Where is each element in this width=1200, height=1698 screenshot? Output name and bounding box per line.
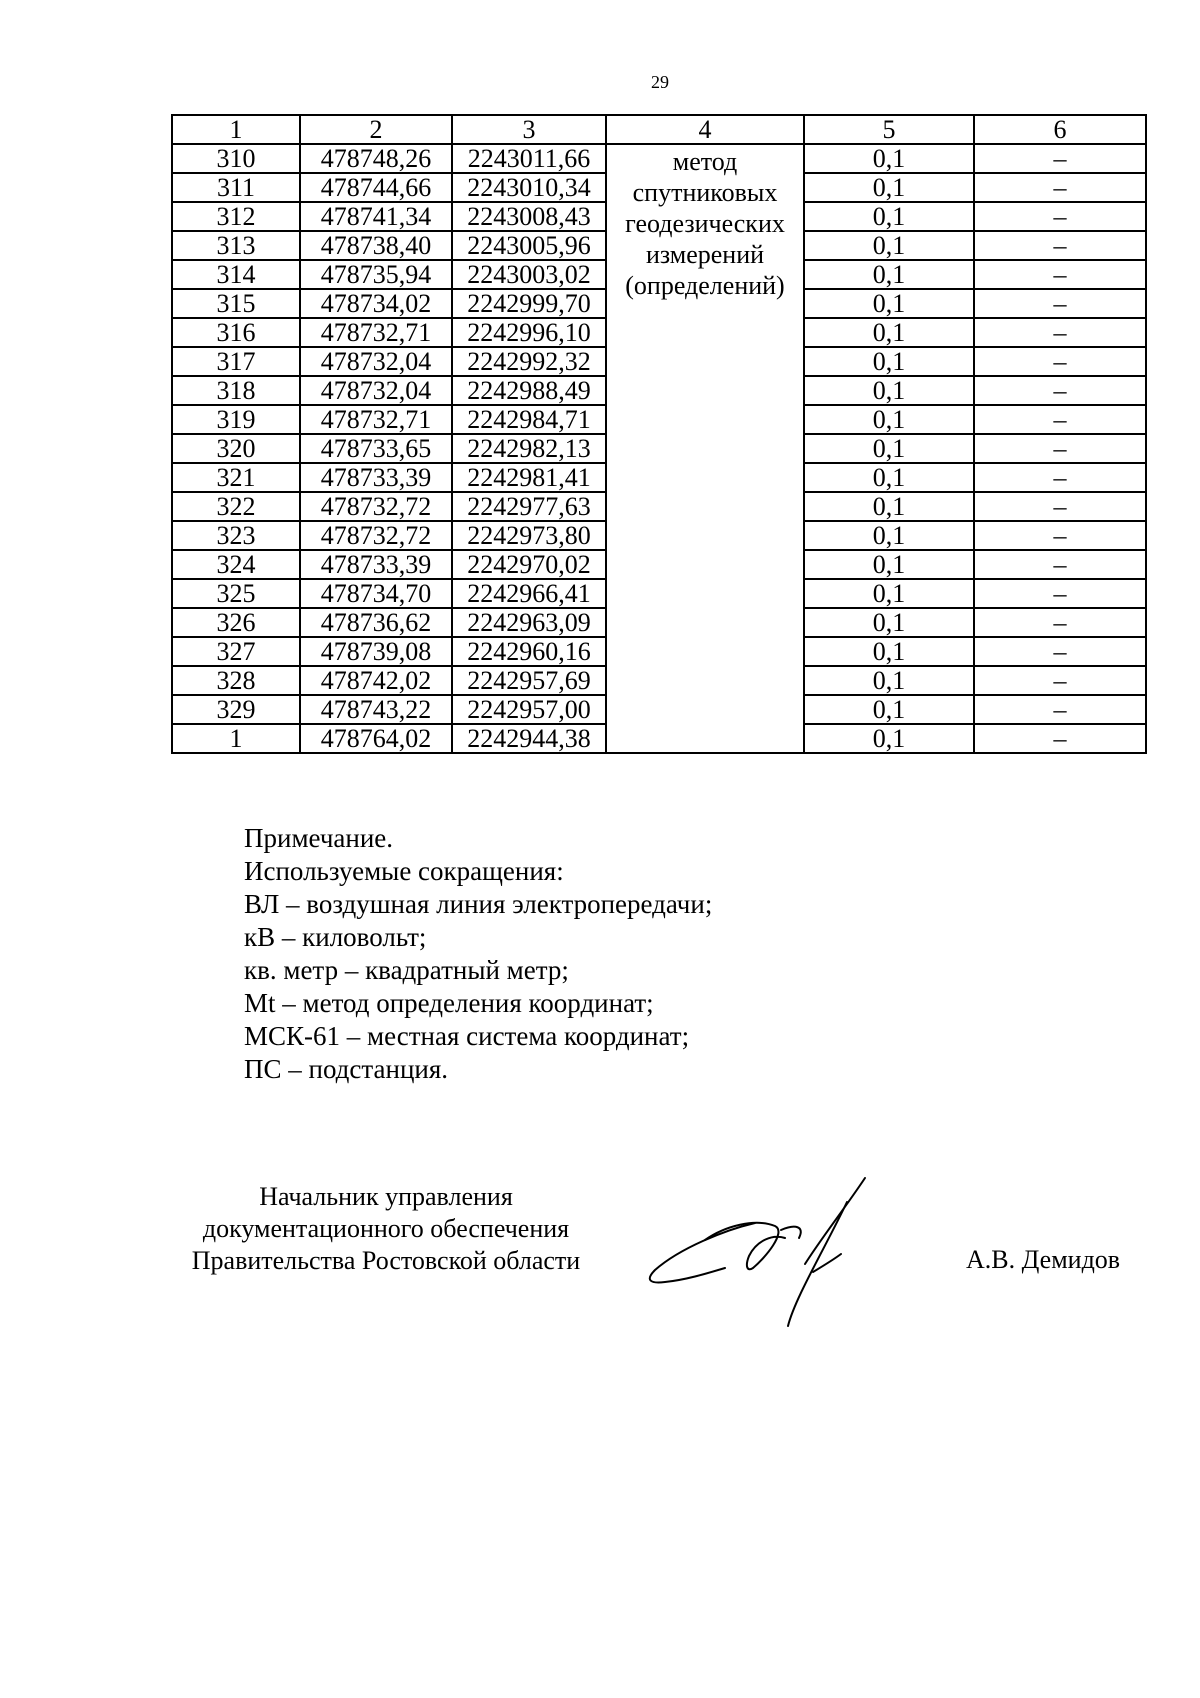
- accuracy-cell: 0,1: [804, 550, 974, 579]
- accuracy-cell: 0,1: [804, 173, 974, 202]
- x-coordinate-cell: 478743,22: [300, 695, 452, 724]
- signatory-position: [171, 1181, 601, 1277]
- dash-cell: –: [974, 376, 1146, 405]
- accuracy-cell: 0,1: [804, 695, 974, 724]
- position-line: Правительства Ростовской области: [191, 1246, 581, 1275]
- y-coordinate-cell: 2242992,32: [452, 347, 606, 376]
- y-coordinate-cell: 2242999,70: [452, 289, 606, 318]
- accuracy-cell: 0,1: [804, 637, 974, 666]
- x-coordinate-cell: 478734,02: [300, 289, 452, 318]
- point-number-cell: 317: [172, 347, 300, 376]
- x-coordinate-cell: 478764,02: [300, 724, 452, 753]
- accuracy-cell: 0,1: [804, 521, 974, 550]
- y-coordinate-cell: 2242984,71: [452, 405, 606, 434]
- point-number-cell: 1: [172, 724, 300, 753]
- accuracy-cell: 0,1: [804, 231, 974, 260]
- y-coordinate-cell: 2242973,80: [452, 521, 606, 550]
- notes-section: [244, 822, 712, 1086]
- accuracy-cell: 0,1: [804, 289, 974, 318]
- accuracy-cell: 0,1: [804, 260, 974, 289]
- point-number-cell: 325: [172, 579, 300, 608]
- x-coordinate-cell: 478735,94: [300, 260, 452, 289]
- signatory-name: А.В. Демидов: [966, 1245, 1121, 1274]
- accuracy-cell: 0,1: [804, 318, 974, 347]
- x-coordinate-cell: 478732,71: [300, 405, 452, 434]
- y-coordinate-cell: 2243010,34: [452, 173, 606, 202]
- accuracy-cell: 0,1: [804, 405, 974, 434]
- position-line: документационного обеспечения: [202, 1214, 570, 1243]
- note-line: ВЛ – воздушная линия электропередачи;: [244, 889, 713, 919]
- position-line: Начальник управления: [259, 1182, 513, 1211]
- y-coordinate-cell: 2242957,69: [452, 666, 606, 695]
- note-heading: Примечание.: [244, 823, 394, 853]
- x-coordinate-cell: 478732,72: [300, 492, 452, 521]
- point-number-cell: 318: [172, 376, 300, 405]
- accuracy-cell: 0,1: [804, 347, 974, 376]
- x-coordinate-cell: 478741,34: [300, 202, 452, 231]
- note-line: МСК-61 – местная система координат;: [244, 1021, 690, 1051]
- dash-cell: –: [974, 695, 1146, 724]
- point-number-cell: 320: [172, 434, 300, 463]
- x-coordinate-cell: 478748,26: [300, 144, 452, 173]
- column-header: 5: [804, 115, 974, 144]
- y-coordinate-cell: 2243008,43: [452, 202, 606, 231]
- x-coordinate-cell: 478734,70: [300, 579, 452, 608]
- dash-cell: –: [974, 260, 1146, 289]
- dash-cell: –: [974, 347, 1146, 376]
- x-coordinate-cell: 478742,02: [300, 666, 452, 695]
- x-coordinate-cell: 478732,04: [300, 376, 452, 405]
- point-number-cell: 311: [172, 173, 300, 202]
- x-coordinate-cell: 478732,04: [300, 347, 452, 376]
- accuracy-cell: 0,1: [804, 463, 974, 492]
- method-line: (определений): [625, 271, 785, 300]
- y-coordinate-cell: 2242960,16: [452, 637, 606, 666]
- y-coordinate-cell: 2243005,96: [452, 231, 606, 260]
- dash-cell: –: [974, 579, 1146, 608]
- x-coordinate-cell: 478733,65: [300, 434, 452, 463]
- y-coordinate-cell: 2242944,38: [452, 724, 606, 753]
- point-number-cell: 313: [172, 231, 300, 260]
- point-number-cell: 319: [172, 405, 300, 434]
- dash-cell: –: [974, 231, 1146, 260]
- accuracy-cell: 0,1: [804, 724, 974, 753]
- point-number-cell: 312: [172, 202, 300, 231]
- method-line: спутниковых: [632, 178, 778, 207]
- note-line: Используемые сокращения:: [244, 856, 564, 886]
- dash-cell: –: [974, 202, 1146, 231]
- column-header: 2: [300, 115, 452, 144]
- table-header-row: [172, 115, 1146, 144]
- x-coordinate-cell: 478732,72: [300, 521, 452, 550]
- column-header: 1: [172, 115, 300, 144]
- y-coordinate-cell: 2243003,02: [452, 260, 606, 289]
- x-coordinate-cell: 478732,71: [300, 318, 452, 347]
- method-cell: [606, 144, 804, 753]
- accuracy-cell: 0,1: [804, 202, 974, 231]
- dash-cell: –: [974, 173, 1146, 202]
- point-number-cell: 327: [172, 637, 300, 666]
- accuracy-cell: 0,1: [804, 666, 974, 695]
- point-number-cell: 314: [172, 260, 300, 289]
- dash-cell: –: [974, 492, 1146, 521]
- note-line: ПС – подстанция.: [244, 1054, 449, 1084]
- page-number: 29: [651, 72, 669, 92]
- point-number-cell: 329: [172, 695, 300, 724]
- point-number-cell: 310: [172, 144, 300, 173]
- point-number-cell: 316: [172, 318, 300, 347]
- point-number-cell: 326: [172, 608, 300, 637]
- note-line: Mt – метод определения координат;: [244, 988, 654, 1018]
- dash-cell: –: [974, 666, 1146, 695]
- y-coordinate-cell: 2242970,02: [452, 550, 606, 579]
- x-coordinate-cell: 478738,40: [300, 231, 452, 260]
- dash-cell: –: [974, 463, 1146, 492]
- table-row: [172, 144, 1146, 173]
- point-number-cell: 315: [172, 289, 300, 318]
- y-coordinate-cell: 2242957,00: [452, 695, 606, 724]
- y-coordinate-cell: 2242963,09: [452, 608, 606, 637]
- x-coordinate-cell: 478744,66: [300, 173, 452, 202]
- point-number-cell: 322: [172, 492, 300, 521]
- method-line: измерений: [645, 240, 765, 269]
- dash-cell: –: [974, 318, 1146, 347]
- point-number-cell: 321: [172, 463, 300, 492]
- point-number-cell: 323: [172, 521, 300, 550]
- accuracy-cell: 0,1: [804, 492, 974, 521]
- note-line: кв. метр – квадратный метр;: [244, 955, 569, 985]
- dash-cell: –: [974, 724, 1146, 753]
- dash-cell: –: [974, 434, 1146, 463]
- coordinates-table: [171, 114, 1147, 754]
- dash-cell: –: [974, 144, 1146, 173]
- x-coordinate-cell: 478733,39: [300, 550, 452, 579]
- dash-cell: –: [974, 521, 1146, 550]
- accuracy-cell: 0,1: [804, 144, 974, 173]
- dash-cell: –: [974, 405, 1146, 434]
- dash-cell: –: [974, 289, 1146, 318]
- column-header: 3: [452, 115, 606, 144]
- column-header: 6: [974, 115, 1146, 144]
- y-coordinate-cell: 2243011,66: [452, 144, 606, 173]
- accuracy-cell: 0,1: [804, 434, 974, 463]
- handwritten-signature: [645, 1168, 945, 1338]
- y-coordinate-cell: 2242996,10: [452, 318, 606, 347]
- accuracy-cell: 0,1: [804, 376, 974, 405]
- accuracy-cell: 0,1: [804, 579, 974, 608]
- dash-cell: –: [974, 550, 1146, 579]
- accuracy-cell: 0,1: [804, 608, 974, 637]
- y-coordinate-cell: 2242977,63: [452, 492, 606, 521]
- method-line: геодезических: [625, 209, 785, 238]
- note-line: кВ – киловольт;: [244, 922, 427, 952]
- point-number-cell: 324: [172, 550, 300, 579]
- point-number-cell: 328: [172, 666, 300, 695]
- y-coordinate-cell: 2242988,49: [452, 376, 606, 405]
- y-coordinate-cell: 2242966,41: [452, 579, 606, 608]
- dash-cell: –: [974, 637, 1146, 666]
- x-coordinate-cell: 478733,39: [300, 463, 452, 492]
- y-coordinate-cell: 2242981,41: [452, 463, 606, 492]
- method-line: метод: [672, 147, 738, 176]
- y-coordinate-cell: 2242982,13: [452, 434, 606, 463]
- column-header: 4: [606, 115, 804, 144]
- dash-cell: –: [974, 608, 1146, 637]
- x-coordinate-cell: 478739,08: [300, 637, 452, 666]
- x-coordinate-cell: 478736,62: [300, 608, 452, 637]
